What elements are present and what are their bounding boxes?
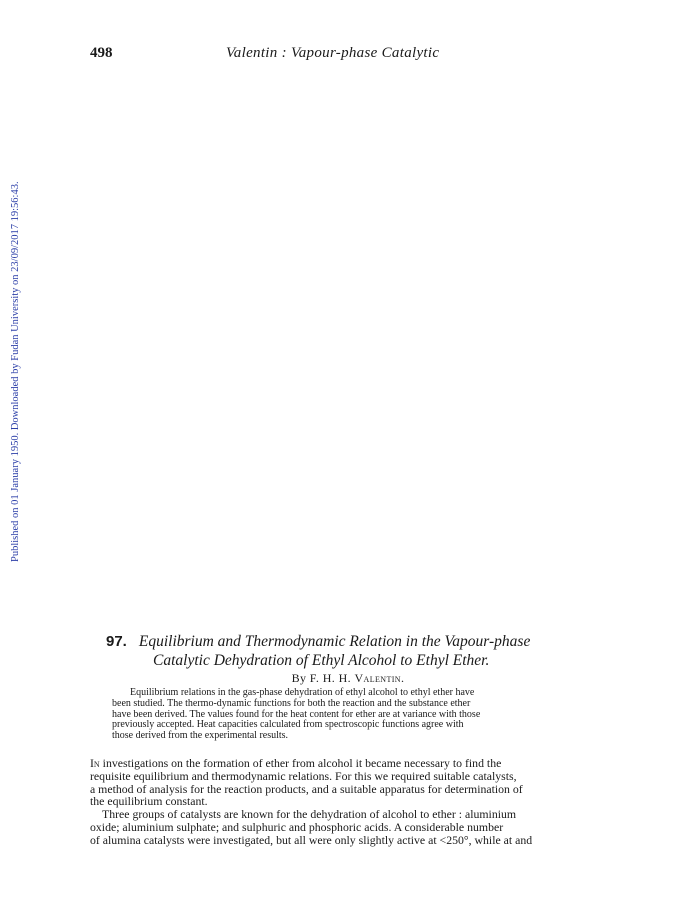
abstract-line: Equilibrium relations in the gas-phase dehydration of ethyl alcohol to ethyl ether have	[130, 687, 475, 698]
body-line: the equilibrium constant.	[90, 794, 208, 809]
byline-prefix: By F. H. H.	[291, 671, 352, 685]
title-line-2: Catalytic Dehydration of Ethyl Alcohol to Ethyl Ether.	[153, 652, 490, 669]
article-number: 97.	[106, 633, 127, 650]
running-head: Valentin : Vapour-phase Catalytic	[226, 45, 440, 61]
body-text	[90, 757, 608, 847]
title-text-1: Equilibrium and Thermodynamic Relation in the Vapour-phase	[138, 633, 531, 650]
body-line-1-rest: investigations on the formation of ether from alcohol it became necessary to find the	[99, 756, 502, 770]
abstract-line: been studied. The thermo-dynamic functions for both the reaction and the substance ether	[112, 697, 471, 709]
body-line: Three groups of catalysts are known for the dehydration of alcohol to ether : aluminium	[102, 807, 517, 822]
author-byline	[0, 671, 696, 686]
author-name: Valentin.	[354, 671, 405, 685]
drop-cap: In	[90, 756, 100, 770]
title-line-1	[88, 632, 608, 651]
abstract-line: previously accepted. Heat capacities calculated from spectroscopic functions agree with	[112, 719, 464, 731]
abstract-line: those derived from the experimental results.	[112, 730, 289, 742]
article-title-block	[88, 632, 608, 670]
body-line: a method of analysis for the reaction products, and a suitable apparatus for determination of	[90, 781, 523, 796]
abstract-line: have been derived. The values found for the heat content for ether are at variance with those	[112, 708, 481, 720]
page-number: 498	[90, 45, 113, 61]
body-line	[90, 757, 608, 770]
abstract	[112, 688, 590, 742]
body-line: of alumina catalysts were investigated, but all were only slightly active at <250°, while at and	[90, 832, 533, 847]
download-watermark: Published on 01 January 1950. Downloaded by Fudan University on 23/09/2017 19:56:43.	[10, 181, 21, 562]
body-line: requisite equilibrium and thermodynamic relations. For this we required suitable catalysts,	[90, 768, 517, 783]
body-line: oxide; aluminium sulphate; and sulphuric and phosphoric acids. A considerable number	[90, 819, 504, 834]
